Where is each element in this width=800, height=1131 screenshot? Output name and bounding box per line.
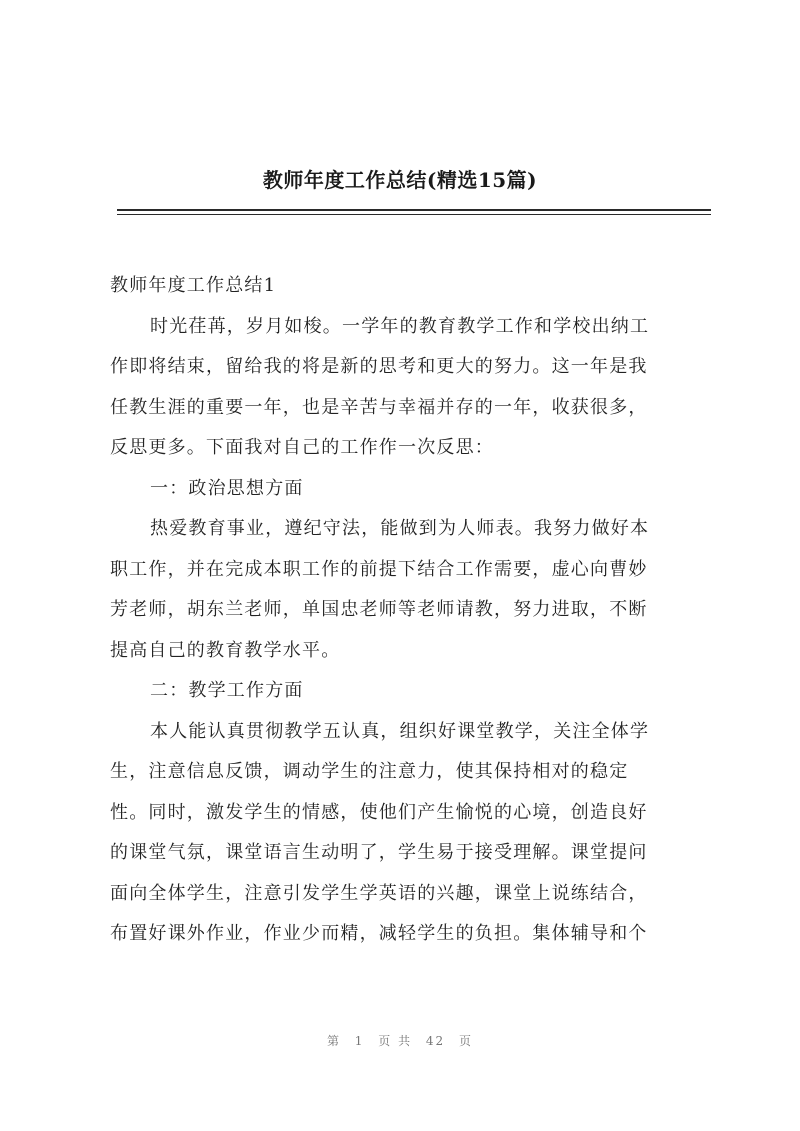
paragraph-line: 反思更多。下面我对自己的工作作一次反思： [110,437,494,458]
document-title: 教师年度工作总结(精选15篇) [262,168,538,192]
paragraph-line: 布置好课外作业，作业少而精，减轻学生的负担。集体辅导和个 [110,923,648,944]
paragraph-line: 作即将结束，留给我的将是新的思考和更大的努力。这一年是我 [110,356,648,377]
paragraph-line: 热爱教育事业，遵纪守法，能做到为人师表。我努力做好本 [150,518,650,539]
current-page-number: 1 [354,1034,365,1048]
paragraph-line: 职工作，并在完成本职工作的前提下结合工作需要，虚心向曹妙 [110,558,648,580]
document-body [110,266,710,955]
footer-label-of: 页 共 [378,1034,413,1048]
section-heading: 教师年度工作总结1 [110,275,277,296]
title-divider-thin [117,214,711,215]
paragraph-line: 时光荏苒，岁月如梭。一学年的教育教学工作和学校出纳工 [150,315,650,337]
page-footer [0,1032,800,1049]
paragraph-line: 芳老师，胡东兰老师，单国忠老师等老师请教，努力进取，不断 [110,599,648,620]
total-page-count: 42 [425,1034,446,1048]
paragraph-line: 本人能认真贯彻教学五认真，组织好课堂教学，关注全体学 [150,720,650,742]
paragraph-line: 提高自己的教育教学水平。 [110,639,341,661]
footer-label-pages: 页 [459,1034,474,1048]
paragraph-line: 性。同时，激发学生的情感，使他们产生愉悦的心境，创造良好 [110,801,648,823]
paragraph-line: 生，注意信息反馈，调动学生的注意力，使其保持相对的稳定 [110,761,629,782]
subsection-heading: 一：政治思想方面 [150,477,304,499]
paragraph-line: 面向全体学生，注意引发学生学英语的兴趣，课堂上说练结合， [110,882,648,904]
footer-label-page: 第 [326,1034,341,1048]
subsection-heading: 二：教学工作方面 [150,680,304,701]
paragraph-line: 的课堂气氛，课堂语言生动明了，学生易于接受理解。课堂提问 [110,842,648,863]
title-divider-thick [117,209,711,211]
paragraph-line: 任教生涯的重要一年，也是辛苦与幸福并存的一年，收获很多， [110,396,648,418]
